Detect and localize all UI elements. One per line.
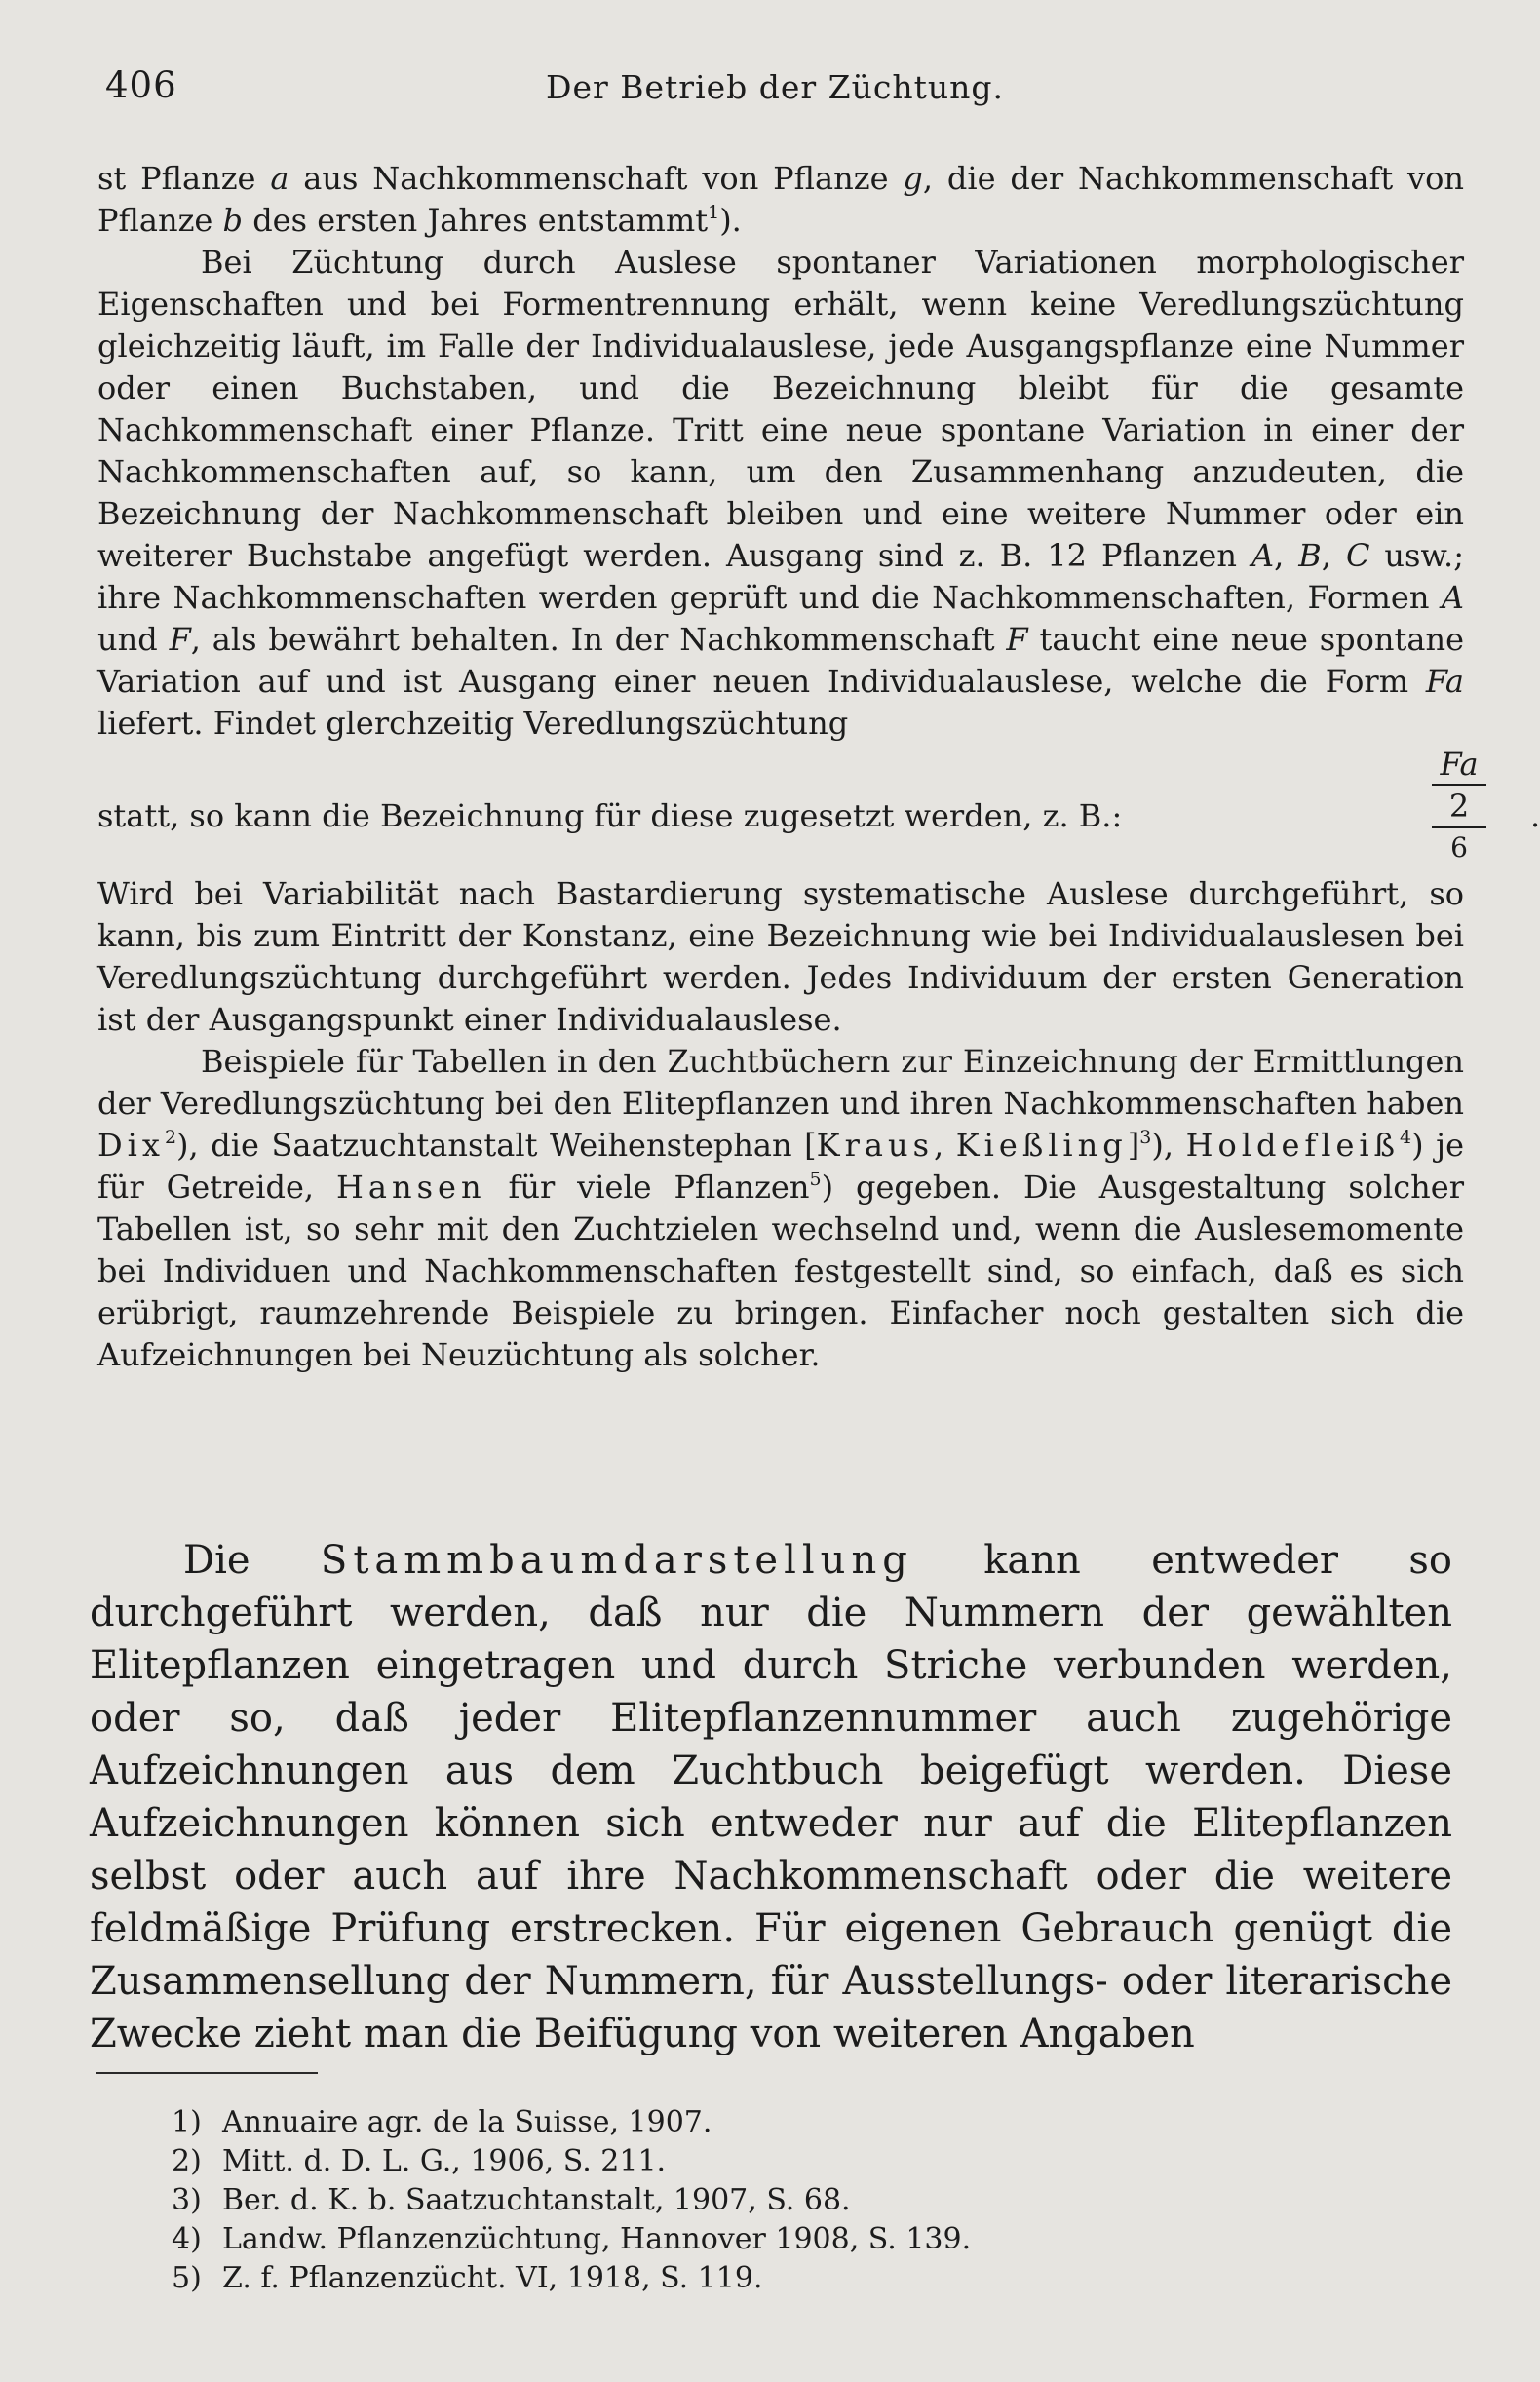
- body-text-large: [90, 1534, 1452, 2060]
- footnotes: [172, 2103, 1341, 2298]
- footnote-3: 3) Ber. d. K. b. Saatzuchtanstalt, 1907, S. 68.: [172, 2183, 851, 2217]
- designation-fraction: Fa 2 6: [1397, 745, 1521, 867]
- paragraph-designation: Bei Züchtung durch Auslese spontaner Variationen morphologischer Eigenschaften und bei Formentrennung erhält, wenn keine Veredlungszüchtung gleichzeitig läuft, im Falle der Individualauslese, jede Ausgangspflanze eine Nummer oder einen Buchstaben, und die Bezeichnung bleibt für die gesamte Nachkommenschaft einer Pflanze. Tritt eine neue spontane Variation in einer der Nachkommenschaften auf, so kann, um den Zusammenhang anzudeuten, die Bezeichnung der Nachkommenschaft bleiben und eine weitere Nummer oder ein weiterer Buchstabe angefügt werden. Ausgang sind z. B. 12 Pflanzen A, B, C usw.; ihre Nachkommenschaften werden geprüft und die Nachkommenschaften, Formen A und F, als bewährt behalten. In der Nachkommenschaft F taucht eine neue spontane Variation auf und ist Ausgang einer neuen Individualauslese, welche die Form Fa liefert. Findet glerchzeitig Veredlungszüchtung: [97, 244, 1465, 742]
- fraction-example-line: statt, so kann die Bezeichnung für diese zugesetzt werden, z. B.: Fa 2 6 .: [97, 745, 1464, 873]
- paragraph-stammbaum: Die Stammbaumdarstellung kann entweder so durchgeführt werden, daß nur die Nummern der gewählten Elitepflanzen eingetragen und durch Striche verbunden werden, oder so, daß jeder Elitepflanzennummer auch zugehörige Aufzeichnungen aus dem Zuchtbuch beigefügt werden. Diese Aufzeichnungen können sich entweder nur auf die Elitepflanzen selbst oder auch auf ihre Nachkommenschaft oder die weitere feldmäßige Prüfung erstrecken. Für eigenen Gebrauch genügt die Zusammensellung der Nummern, für Ausstellungs- oder literarische Zwecke zieht man die Beifügung von weiteren Angaben: [90, 1538, 1452, 2056]
- paragraph-bastardierung: Wird bei Variabilität nach Bastardierung systematische Auslese durchgeführt, so kann, bis zum Eintritt der Konstanz, eine Bezeichnung wie bei Individualauslesen bei Veredlungszüchtung durchgeführt werden. Jedes Individuum der ersten Generation ist der Ausgangspunkt einer Individualauslese.: [97, 875, 1464, 1038]
- footnote-2: 2) Mitt. d. D. L. G., 1906, S. 211.: [172, 2144, 667, 2178]
- footnote-5: 5) Z. f. Pflanzenzücht. VI, 1918, S. 119.: [172, 2261, 763, 2295]
- footnote-ref: 1: [708, 202, 720, 223]
- paragraph-tabellen: Beispiele für Tabellen in den Zuchtbüchern zur Einzeichnung der Ermittlungen der Veredlungszüchtung bei den Elitepflanzen und ihren Nachkommenschaften haben Dix$^2$), die Saatzuchtanstalt Weihenstephan [Kraus, Kießling]$^3$), Holdefleiß$^4$) je für Getreide, Hansen für viele Pflanzen$^5$) gegeben. Die Ausgestaltung solcher Tabellen ist, so sehr mit den Zuchtzielen wechselnd und, wenn die Auslesemomente bei Individuen und Nachkommenschaften festgestellt sind, so einfach, daß es sich erübrigt, raumzehrende Beispiele zu bringen. Einfacher noch gestalten sich die Aufzeichnungen bei Neuzüchtung als solcher.: [97, 1043, 1465, 1373]
- body-text: [97, 158, 1540, 1376]
- footnote-4: 4) Landw. Pflanzenzüchtung, Hannover 1908, S. 139.: [172, 2222, 972, 2256]
- footnote-1: 1) Annuaire agr. de la Suisse, 1907.: [172, 2105, 712, 2139]
- footnote-rule: [96, 2072, 318, 2074]
- page-header: [0, 64, 1528, 113]
- running-head: Der Betrieb der Züchtung.: [546, 68, 1004, 106]
- page-number: 406: [105, 64, 177, 106]
- paragraph-continuation: st Pflanze a aus Nachkommenschaft von Pflanze g, die der Nachkommenschaft von Pflanze b des ersten Jahres entstammt$^1$).: [97, 160, 1465, 239]
